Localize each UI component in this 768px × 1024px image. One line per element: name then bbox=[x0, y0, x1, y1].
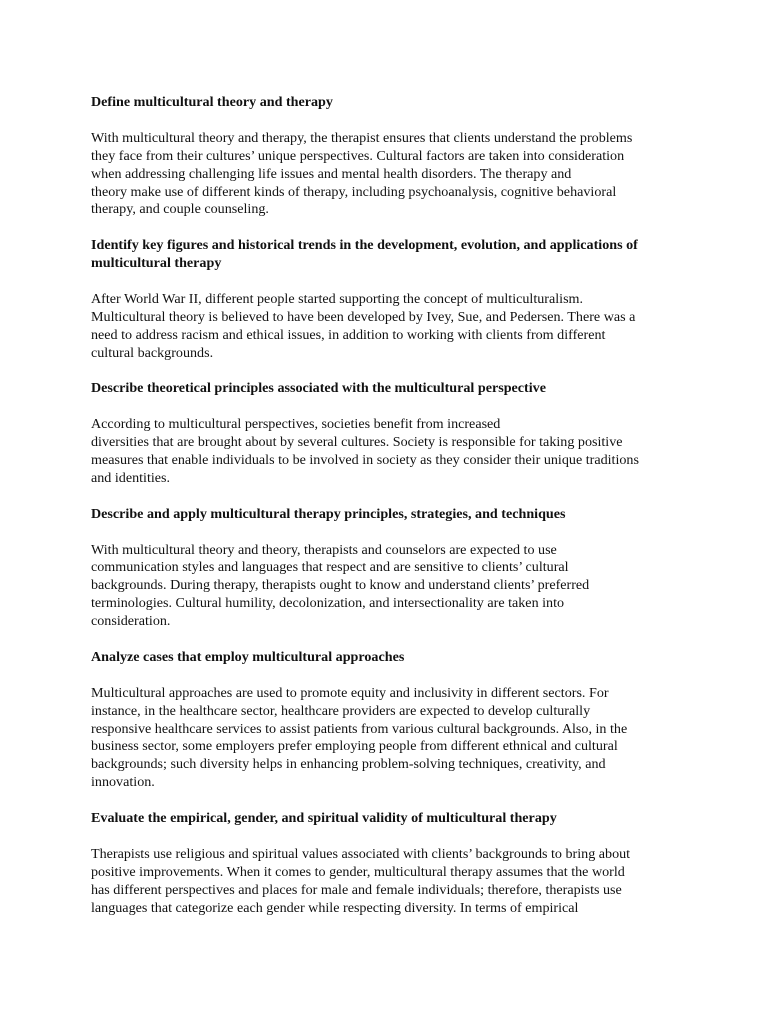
paragraph-line: positive improvements. When it comes to gender, multicultural therapy assumes that the world bbox=[91, 863, 625, 880]
paragraph-line: Multicultural approaches are used to promote equity and inclusivity in different sectors. For bbox=[91, 684, 609, 701]
paragraph-line: and identities. bbox=[91, 469, 171, 486]
paragraph-line: terminologies. Cultural humility, decolonization, and intersectionality are taken into bbox=[91, 595, 565, 612]
heading-line: multicultural therapy bbox=[91, 255, 222, 272]
paragraph-line: backgrounds. During therapy, therapists ought to know and understand clients’ preferred bbox=[91, 577, 590, 594]
paragraph-line: consideration. bbox=[91, 613, 171, 630]
section-paragraph-principles bbox=[91, 416, 681, 488]
section-paragraph-cases bbox=[91, 685, 681, 792]
section-paragraph-strategies bbox=[91, 542, 681, 632]
paragraph-line: instance, in the healthcare sector, healthcare providers are expected to develop culturally bbox=[91, 702, 591, 719]
section-paragraph-key-figures bbox=[91, 291, 681, 363]
section-heading-validity bbox=[91, 810, 681, 828]
paragraph-line: diversities that are brought about by several cultures. Society is responsible for taking positive bbox=[91, 434, 623, 451]
paragraph-line: measures that enable individuals to be involved in society as they consider their unique traditions bbox=[91, 452, 639, 469]
paragraph-line: According to multicultural perspectives, societies benefit from increased bbox=[91, 416, 501, 433]
section-heading-define bbox=[91, 94, 681, 112]
paragraph-line: With multicultural theory and theory, therapists and counselors are expected to use bbox=[91, 541, 557, 558]
paragraph-line: when addressing challenging life issues and mental health disorders. The therapy and bbox=[91, 165, 572, 182]
paragraph-line: need to address racism and ethical issues, in addition to working with clients from different bbox=[91, 326, 606, 343]
paragraph-line: has different perspectives and places for male and female individuals; therefore, therapists use bbox=[91, 881, 622, 898]
paragraph-line: theory make use of different kinds of therapy, including psychoanalysis, cognitive behavioral bbox=[91, 183, 617, 200]
heading-line: Describe and apply multicultural therapy principles, strategies, and techniques bbox=[91, 505, 566, 522]
section-paragraph-define bbox=[91, 130, 681, 220]
paragraph-line: cultural backgrounds. bbox=[91, 344, 214, 361]
paragraph-line: business sector, some employers prefer employing people from different ethnical and cultural bbox=[91, 738, 618, 755]
paragraph-line: Therapists use religious and spiritual values associated with clients’ backgrounds to bring about bbox=[91, 845, 631, 862]
paragraph-line: they face from their cultures’ unique perspectives. Cultural factors are taken into consideration bbox=[91, 147, 625, 164]
paragraph-line: therapy, and couple counseling. bbox=[91, 201, 269, 218]
section-heading-key-figures bbox=[91, 237, 681, 273]
section-heading-strategies bbox=[91, 506, 681, 524]
paragraph-line: communication styles and languages that respect and are sensitive to clients’ cultural bbox=[91, 559, 569, 576]
paragraph-line: languages that categorize each gender while respecting diversity. In terms of empirical bbox=[91, 899, 579, 916]
heading-line: Analyze cases that employ multicultural approaches bbox=[91, 648, 405, 665]
heading-line: Describe theoretical principles associated with the multicultural perspective bbox=[91, 380, 546, 397]
paragraph-line: innovation. bbox=[91, 774, 155, 791]
heading-line: Define multicultural theory and therapy bbox=[91, 94, 333, 110]
section-heading-principles bbox=[91, 380, 681, 398]
paragraph-line: After World War II, different people started supporting the concept of multiculturalism. bbox=[91, 290, 584, 307]
paragraph-line: With multicultural theory and therapy, the therapist ensures that clients understand the problems bbox=[91, 129, 633, 146]
section-heading-cases bbox=[91, 649, 681, 667]
heading-line: Evaluate the empirical, gender, and spiritual validity of multicultural therapy bbox=[91, 810, 557, 827]
paragraph-line: Multicultural theory is believed to have been developed by Ivey, Sue, and Pedersen. There was a bbox=[91, 308, 636, 325]
paragraph-line: backgrounds; such diversity helps in enhancing problem-solving techniques, creativity, and bbox=[91, 756, 606, 773]
heading-line: Identify key figures and historical trends in the development, evolution, and applications of bbox=[91, 237, 638, 254]
paragraph-line: responsive healthcare services to assist patients from various cultural backgrounds. Also, in the bbox=[91, 720, 628, 737]
document-body bbox=[91, 94, 681, 935]
section-paragraph-validity bbox=[91, 846, 681, 918]
